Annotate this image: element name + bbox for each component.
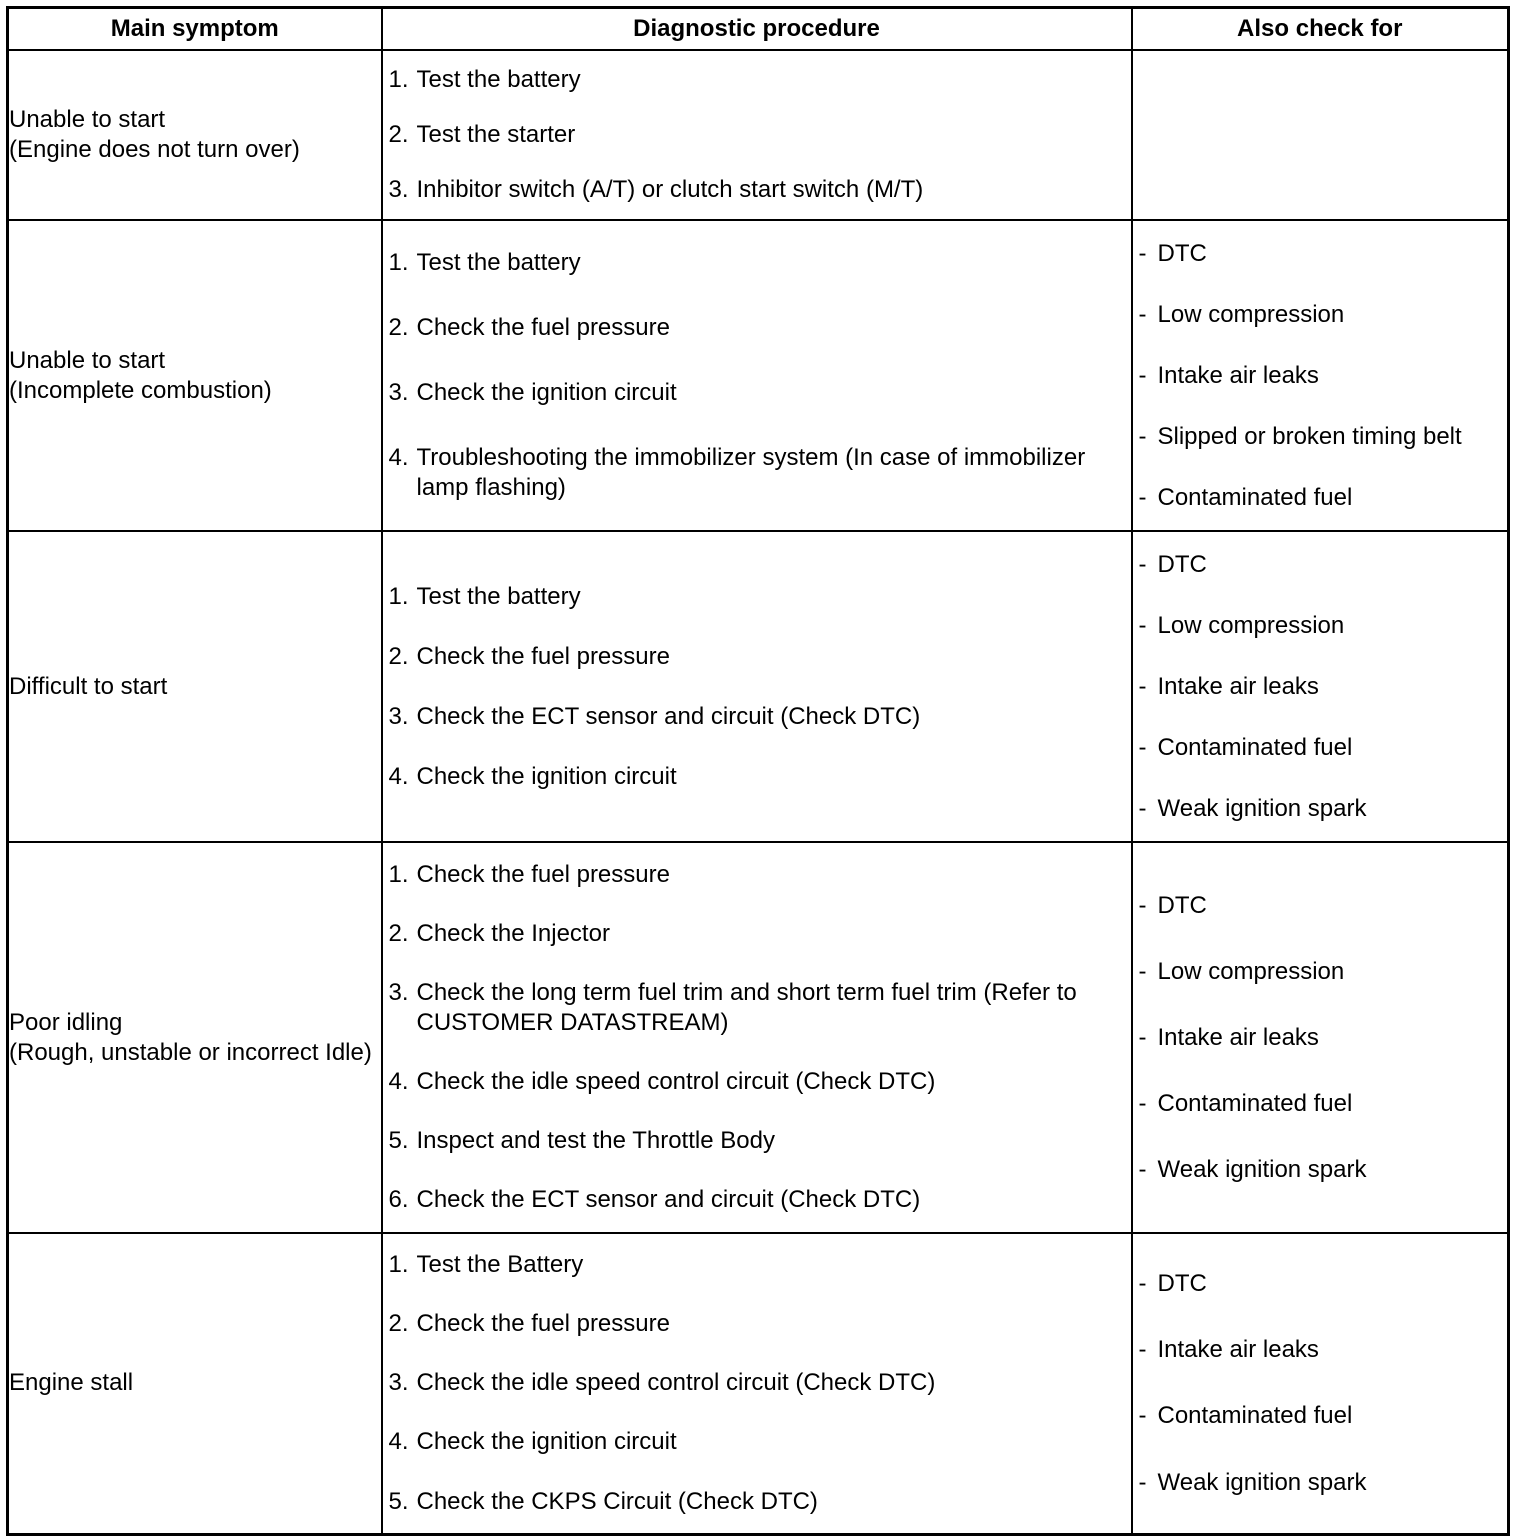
also-check-item: - Intake air leaks: [1139, 1335, 1502, 1365]
step-number: 5.: [388, 1127, 409, 1155]
step-text: Test the starter: [416, 120, 576, 148]
procedure-step: [389, 248, 1125, 278]
also-check-cell: [1132, 50, 1509, 220]
step-number: 1.: [388, 860, 409, 888]
symptom-line: (Engine does not turn over): [9, 136, 300, 163]
step-text: Check the ignition circuit: [416, 762, 677, 790]
procedure-step: [389, 313, 1125, 343]
also-check-item: - Contaminated fuel: [1139, 1401, 1502, 1431]
step-number: 1.: [388, 66, 409, 94]
check-text: Contaminated fuel: [1157, 733, 1353, 761]
header-row: [8, 8, 1509, 51]
also-check-cell: [1132, 220, 1509, 531]
also-check-item: - Contaminated fuel: [1139, 733, 1502, 763]
also-check-item: - Slipped or broken timing belt: [1139, 422, 1502, 452]
check-text: DTC: [1157, 891, 1207, 919]
procedure-step: [389, 978, 1125, 1038]
check-text: Contaminated fuel: [1157, 1402, 1353, 1430]
procedure-step: [389, 378, 1125, 408]
step-text: Check the idle speed control circuit (Check DTC): [416, 1068, 936, 1096]
procedure-step: [389, 120, 1125, 150]
check-text: Intake air leaks: [1157, 1336, 1319, 1364]
procedure-cell: [382, 50, 1132, 220]
step-number: 4.: [388, 762, 409, 790]
procedure-cell: [382, 842, 1132, 1233]
procedure-cell: [382, 1233, 1132, 1534]
procedure-step: [389, 1487, 1125, 1517]
check-text: Weak ignition spark: [1157, 794, 1367, 822]
symptom-cell: [8, 1233, 382, 1534]
step-text: Troubleshooting the immobilizer system (In case of immobilizer lamp flashing): [416, 444, 1086, 501]
step-text: Test the battery: [416, 66, 581, 94]
check-text: Low compression: [1157, 300, 1345, 328]
procedure-step: [389, 1067, 1125, 1097]
step-text: Test the Battery: [416, 1250, 584, 1278]
also-check-list: [1133, 873, 1508, 1203]
step-text: Test the battery: [416, 249, 581, 276]
symptom-line: Engine stall: [9, 1369, 134, 1397]
also-check-cell: [1132, 1233, 1509, 1534]
step-number: 4.: [388, 1068, 409, 1096]
check-text: Contaminated fuel: [1157, 483, 1353, 511]
also-check-item: - DTC: [1139, 550, 1502, 580]
also-check-item: - Contaminated fuel: [1139, 1089, 1502, 1119]
also-check-item: - Weak ignition spark: [1139, 1468, 1502, 1498]
step-number: 3.: [388, 1369, 409, 1397]
step-number: 3.: [388, 175, 409, 203]
also-check-cell: [1132, 842, 1509, 1233]
check-text: Weak ignition spark: [1157, 1468, 1367, 1496]
also-check-item: - Intake air leaks: [1139, 361, 1502, 391]
check-text: DTC: [1157, 550, 1207, 578]
procedure-step: [389, 702, 1125, 732]
step-text: Inspect and test the Throttle Body: [416, 1127, 775, 1155]
step-text: Check the ECT sensor and circuit (Check DTC): [416, 702, 921, 730]
procedure-step: [389, 1368, 1125, 1398]
procedure-step: [389, 1427, 1125, 1457]
also-check-list: [1133, 534, 1508, 839]
procedure-step: [389, 1126, 1125, 1156]
also-check-item: - Low compression: [1139, 300, 1502, 330]
check-text: Low compression: [1157, 957, 1345, 985]
check-text: DTC: [1157, 239, 1207, 267]
step-text: Test the battery: [416, 582, 581, 610]
procedure-step: [389, 642, 1125, 672]
also-check-list: [1133, 1251, 1508, 1516]
header-main-symptom: Main symptom: [8, 8, 382, 51]
table-row: [8, 50, 1509, 220]
step-text: Check the idle speed control circuit (Check DTC): [416, 1369, 936, 1397]
table-row: [8, 220, 1509, 531]
step-number: 4.: [388, 1428, 409, 1456]
symptom-line: Unable to start: [9, 106, 166, 133]
step-text: Check the fuel pressure: [416, 1310, 670, 1338]
symptom-line: (Rough, unstable or incorrect Idle): [9, 1038, 372, 1066]
step-number: 3.: [388, 379, 409, 406]
check-text: Intake air leaks: [1157, 361, 1319, 389]
step-text: Inhibitor switch (A/T) or clutch start switch (M/T): [416, 175, 924, 203]
procedure-step: [389, 65, 1125, 95]
table-row: [8, 531, 1509, 842]
step-number: 2.: [388, 120, 409, 148]
also-check-item: - Low compression: [1139, 957, 1502, 987]
header-also-check-for: Also check for: [1132, 8, 1509, 51]
procedure-step: [389, 1185, 1125, 1215]
symptom-cell: [8, 50, 382, 220]
diagnostic-table: [6, 6, 1510, 1536]
step-text: Check the ECT sensor and circuit (Check DTC): [416, 1186, 921, 1214]
step-number: 6.: [388, 1186, 409, 1214]
step-text: Check the fuel pressure: [416, 314, 670, 341]
also-check-item: - DTC: [1139, 239, 1502, 269]
step-text: Check the fuel pressure: [416, 642, 670, 670]
step-number: 2.: [388, 919, 409, 947]
step-number: 5.: [388, 1487, 409, 1515]
procedure-step: [389, 175, 1125, 205]
step-text: Check the ignition circuit: [416, 1428, 677, 1456]
procedure-step: [389, 860, 1125, 890]
symptom-cell: [8, 842, 382, 1233]
step-number: 3.: [388, 978, 409, 1006]
step-text: Check the fuel pressure: [416, 860, 670, 888]
procedure-step: [389, 919, 1125, 949]
also-check-item: - Intake air leaks: [1139, 1023, 1502, 1053]
step-number: 2.: [388, 314, 409, 341]
procedure-step: [389, 762, 1125, 792]
procedure-step: [389, 1309, 1125, 1339]
also-check-item: - DTC: [1139, 891, 1502, 921]
check-text: Weak ignition spark: [1157, 1155, 1367, 1183]
procedure-list: [383, 845, 1131, 1230]
step-number: 2.: [388, 1310, 409, 1338]
also-check-cell: [1132, 531, 1509, 842]
step-number: 1.: [388, 582, 409, 610]
check-text: Contaminated fuel: [1157, 1089, 1353, 1117]
check-text: Slipped or broken timing belt: [1157, 422, 1462, 450]
procedure-list: [383, 231, 1131, 521]
check-text: Low compression: [1157, 611, 1345, 639]
table-row: [8, 842, 1509, 1233]
also-check-item: - Weak ignition spark: [1139, 1155, 1502, 1185]
step-number: 3.: [388, 702, 409, 730]
procedure-list: [383, 1235, 1131, 1531]
symptom-line: Difficult to start: [9, 672, 168, 700]
step-number: 1.: [388, 249, 409, 276]
also-check-list: [1133, 223, 1508, 528]
also-check-item: - Weak ignition spark: [1139, 794, 1502, 824]
symptom-line: (Incomplete combustion): [9, 376, 272, 404]
check-text: Intake air leaks: [1157, 1023, 1319, 1051]
also-check-item: - Low compression: [1139, 611, 1502, 641]
check-text: Intake air leaks: [1157, 672, 1319, 700]
procedure-cell: [382, 220, 1132, 531]
symptom-cell: [8, 220, 382, 531]
step-text: Check the ignition circuit: [416, 379, 677, 406]
header-diagnostic-procedure: Diagnostic procedure: [382, 8, 1132, 51]
check-text: DTC: [1157, 1269, 1207, 1297]
symptom-line: Poor idling: [9, 1008, 123, 1036]
procedure-step: [389, 443, 1125, 503]
procedure-step: [389, 1250, 1125, 1280]
step-number: 2.: [388, 642, 409, 670]
step-number: 1.: [388, 1250, 409, 1278]
also-check-item: - Intake air leaks: [1139, 672, 1502, 702]
procedure-step: [389, 582, 1125, 612]
symptom-cell: [8, 531, 382, 842]
also-check-item: - DTC: [1139, 1269, 1502, 1299]
symptom-line: Unable to start: [9, 346, 166, 374]
step-text: Check the Injector: [416, 919, 610, 947]
table-row: [8, 1233, 1509, 1534]
step-number: 4.: [388, 444, 409, 471]
procedure-list: [383, 567, 1131, 807]
procedure-list: [383, 53, 1131, 217]
also-check-item: - Contaminated fuel: [1139, 483, 1502, 513]
step-text: Check the CKPS Circuit (Check DTC): [416, 1487, 818, 1515]
step-text: Check the long term fuel trim and short term fuel trim (Refer to CUSTOMER DATASTREAM): [416, 978, 1077, 1036]
procedure-cell: [382, 531, 1132, 842]
